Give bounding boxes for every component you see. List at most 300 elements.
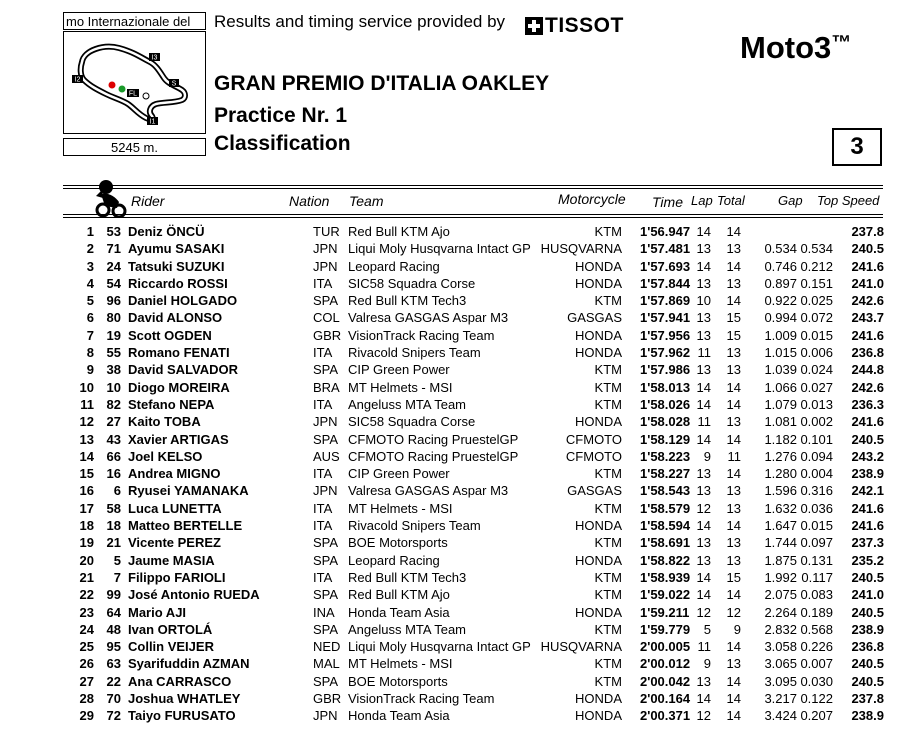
row-rider-name: Jaume MASIA [128, 552, 215, 568]
row-rider-name: Ryusei YAMANAKA [128, 483, 249, 499]
row-best-lap: 13 [696, 310, 711, 326]
row-nation: BRA [313, 379, 340, 395]
row-gap-previous: 0.101 [800, 431, 833, 447]
row-nation: JPN [313, 483, 338, 499]
row-best-lap: 12 [696, 604, 711, 620]
row-lap-time: 2'00.371 [640, 708, 691, 724]
row-rider-number: 10 [106, 379, 121, 395]
table-row [0, 638, 912, 655]
row-best-lap: 14 [696, 258, 711, 274]
row-rider-number: 58 [106, 500, 121, 516]
row-rider-number: 71 [106, 241, 121, 257]
row-gap-first: 1.079 [764, 396, 797, 412]
row-rider-number: 22 [106, 673, 121, 689]
row-rider-number: 6 [113, 483, 121, 499]
row-gap-first: 3.217 [764, 691, 797, 707]
row-total-laps: 13 [726, 483, 741, 499]
row-motorcycle: KTM [594, 293, 622, 309]
row-nation: ITA [313, 500, 333, 516]
row-total-laps: 14 [726, 396, 741, 412]
row-motorcycle: GASGAS [567, 483, 622, 499]
row-top-speed: 241.0 [851, 587, 884, 603]
row-motorcycle: KTM [594, 535, 622, 551]
row-lap-time: 1'59.022 [640, 587, 691, 603]
row-best-lap: 14 [696, 587, 711, 603]
row-rider-name: Ana CARRASCO [128, 673, 232, 689]
row-team: SIC58 Squadra Corse [348, 414, 476, 430]
row-rider-name: José Antonio RUEDA [128, 587, 260, 603]
row-rider-number: 95 [106, 639, 121, 655]
row-gap-previous: 0.004 [800, 466, 833, 482]
row-best-lap: 13 [696, 483, 711, 499]
row-gap-previous: 0.030 [800, 673, 833, 689]
row-motorcycle: HONDA [575, 258, 622, 274]
table-row [0, 517, 912, 534]
row-lap-time: 1'58.691 [640, 535, 691, 551]
row-position: 13 [79, 431, 94, 447]
row-total-laps: 11 [727, 448, 741, 464]
row-motorcycle: CFMOTO [565, 431, 622, 447]
row-lap-time: 1'58.579 [640, 500, 691, 516]
row-nation: GBR [313, 327, 342, 343]
row-team: VisionTrack Racing Team [348, 327, 495, 343]
row-total-laps: 14 [726, 639, 741, 655]
header-rule-bottom-2 [63, 217, 883, 218]
row-team: Valresa GASGAS Aspar M3 [348, 483, 509, 499]
row-motorcycle: KTM [594, 587, 622, 603]
row-position: 15 [79, 466, 94, 482]
row-position: 4 [86, 275, 94, 291]
row-motorcycle: KTM [594, 656, 622, 672]
class-title [740, 30, 851, 66]
table-row [0, 431, 912, 448]
table-row [0, 448, 912, 465]
row-rider-number: 16 [106, 466, 121, 482]
row-position: 1 [86, 224, 94, 239]
row-gap-first: 3.065 [764, 656, 797, 672]
row-rider-name: Collin VEIJER [128, 639, 214, 655]
row-gap-first: 1.632 [764, 500, 797, 516]
row-top-speed: 237.3 [851, 535, 884, 551]
svg-text:I1: I1 [149, 118, 156, 126]
row-rider-name: Riccardo ROSSI [128, 275, 228, 291]
row-team: BOE Motorsports [348, 535, 448, 551]
row-best-lap: 12 [696, 500, 711, 516]
row-position: 9 [86, 362, 94, 378]
row-total-laps: 13 [726, 362, 741, 378]
row-gap-previous: 0.072 [800, 310, 833, 326]
table-row [0, 707, 912, 724]
row-rider-name: Joshua WHATLEY [128, 691, 241, 707]
row-team: Red Bull KTM Tech3 [348, 293, 467, 309]
row-rider-number: 66 [106, 448, 121, 464]
row-lap-time: 1'58.223 [640, 448, 691, 464]
row-nation: COL [313, 310, 340, 326]
row-nation: SPA [313, 362, 339, 378]
row-motorcycle: GASGAS [567, 310, 622, 326]
row-total-laps: 15 [726, 310, 741, 326]
row-team: Leopard Racing [348, 258, 440, 274]
row-top-speed: 241.6 [851, 414, 884, 430]
timing-brand: TISSOT [545, 14, 624, 37]
row-top-speed: 236.8 [851, 639, 884, 655]
row-gap-previous: 0.131 [800, 552, 833, 568]
row-best-lap: 13 [696, 535, 711, 551]
row-rider-name: Filippo FARIOLI [128, 569, 226, 585]
header-rule-top-2 [63, 188, 883, 189]
row-rider-name: David SALVADOR [128, 362, 239, 378]
row-lap-time: 1'58.129 [640, 431, 691, 447]
trademark-mark: ™ [831, 32, 852, 54]
row-top-speed: 242.6 [851, 379, 884, 395]
row-total-laps: 13 [726, 345, 741, 361]
row-lap-time: 1'57.869 [640, 293, 691, 309]
row-total-laps: 14 [726, 466, 741, 482]
row-lap-time: 2'00.005 [640, 639, 691, 655]
row-team: Rivacold Snipers Team [348, 345, 481, 361]
table-row [0, 482, 912, 499]
row-lap-time: 1'58.822 [640, 552, 691, 568]
row-nation: ITA [313, 466, 333, 482]
row-rider-number: 24 [106, 258, 121, 274]
row-best-lap: 13 [696, 362, 711, 378]
row-lap-time: 1'58.594 [640, 518, 691, 534]
row-gap-first: 1.066 [764, 379, 797, 395]
row-nation: ITA [313, 518, 333, 534]
column-gap: Gap [778, 193, 803, 208]
table-row [0, 344, 912, 361]
row-best-lap: 14 [696, 518, 711, 534]
row-gap-previous: 0.212 [800, 258, 833, 274]
header-rule-bottom [63, 214, 883, 215]
row-lap-time: 2'00.042 [640, 673, 691, 689]
row-total-laps: 14 [726, 258, 741, 274]
row-top-speed: 241.0 [851, 275, 884, 291]
row-nation: SPA [313, 431, 339, 447]
row-total-laps: 14 [726, 379, 741, 395]
row-lap-time: 1'57.986 [640, 362, 691, 378]
row-nation: ITA [313, 345, 333, 361]
swiss-cross-icon [525, 17, 543, 35]
row-position: 19 [79, 535, 94, 551]
row-motorcycle: KTM [594, 362, 622, 378]
row-total-laps: 13 [726, 552, 741, 568]
row-rider-name: Ayumu SASAKI [128, 241, 225, 257]
row-rider-name: Tatsuki SUZUKI [128, 258, 225, 274]
column-time: Time [652, 194, 683, 210]
page-number: 3 [832, 128, 882, 166]
row-top-speed: 240.5 [851, 431, 884, 447]
row-lap-time: 1'57.956 [640, 327, 691, 343]
row-position: 3 [86, 258, 94, 274]
event-name: GRAN PREMIO D'ITALIA OAKLEY [214, 72, 550, 95]
table-row [0, 690, 912, 707]
row-gap-first: 3.058 [764, 639, 797, 655]
row-motorcycle: HONDA [575, 708, 622, 724]
row-team: Liqui Moly Husqvarna Intact GP [348, 241, 531, 257]
row-position: 20 [79, 552, 94, 568]
row-gap-first: 1.276 [764, 448, 797, 464]
row-gap-first: 2.075 [764, 587, 797, 603]
row-gap-first: 1.182 [764, 431, 797, 447]
row-position: 17 [79, 500, 94, 516]
row-team: Angeluss MTA Team [348, 621, 467, 637]
row-best-lap: 14 [696, 691, 711, 707]
row-nation: JPN [313, 414, 338, 430]
row-rider-number: 5 [113, 552, 121, 568]
row-gap-previous: 0.025 [800, 293, 833, 309]
row-position: 26 [79, 656, 94, 672]
table-row [0, 379, 912, 396]
row-top-speed: 240.5 [851, 673, 884, 689]
row-motorcycle: HONDA [575, 552, 622, 568]
tissot-logo [525, 14, 624, 38]
table-row [0, 621, 912, 638]
row-nation: GBR [313, 691, 342, 707]
row-lap-time: 1'59.211 [640, 604, 690, 620]
row-motorcycle: KTM [594, 379, 622, 395]
row-gap-first: 2.832 [764, 621, 797, 637]
row-rider-number: 27 [106, 414, 121, 430]
row-position: 24 [79, 621, 94, 637]
row-total-laps: 14 [726, 518, 741, 534]
row-gap-previous: 0.151 [800, 275, 833, 291]
row-nation: ITA [313, 396, 333, 412]
column-rider: Rider [131, 193, 165, 209]
table-row [0, 604, 912, 621]
row-team: Liqui Moly Husqvarna Intact GP [348, 639, 531, 655]
row-rider-name: Kaito TOBA [128, 414, 201, 430]
svg-text:FL: FL [128, 90, 138, 98]
row-lap-time: 1'57.693 [640, 258, 691, 274]
row-rider-number: 18 [106, 518, 121, 534]
row-gap-previous: 0.568 [800, 621, 833, 637]
row-rider-name: Daniel HOLGADO [128, 293, 238, 309]
row-total-laps: 13 [726, 275, 741, 291]
table-row [0, 223, 912, 240]
table-row [0, 396, 912, 413]
row-top-speed: 236.8 [851, 345, 884, 361]
row-motorcycle: KTM [594, 673, 622, 689]
row-total-laps: 15 [726, 327, 741, 343]
row-gap-previous: 0.007 [800, 656, 833, 672]
row-total-laps: 13 [726, 535, 741, 551]
row-position: 14 [79, 448, 94, 464]
row-top-speed: 238.9 [851, 621, 884, 637]
row-rider-number: 7 [113, 569, 121, 585]
table-row [0, 327, 912, 344]
row-position: 8 [86, 345, 94, 361]
row-lap-time: 1'56.947 [640, 224, 691, 239]
row-team: Valresa GASGAS Aspar M3 [348, 310, 509, 326]
row-gap-first: 3.424 [764, 708, 797, 724]
row-best-lap: 13 [696, 241, 711, 257]
row-nation: JPN [313, 241, 338, 257]
column-nation: Nation [289, 193, 330, 209]
row-top-speed: 241.6 [851, 258, 884, 274]
row-best-lap: 11 [697, 345, 711, 361]
row-nation: SPA [313, 293, 339, 309]
svg-text:I2: I2 [74, 76, 81, 84]
track-map [63, 31, 206, 134]
row-total-laps: 13 [726, 500, 741, 516]
row-rider-number: 82 [106, 396, 121, 412]
table-row [0, 586, 912, 603]
table-row [0, 465, 912, 482]
row-team: Leopard Racing [348, 552, 440, 568]
row-rider-number: 96 [106, 293, 121, 309]
table-row [0, 309, 912, 326]
session-name: Practice Nr. 1 [214, 104, 348, 127]
row-lap-time: 1'58.013 [640, 379, 691, 395]
row-gap-first: 0.922 [764, 293, 797, 309]
row-position: 2 [86, 241, 94, 257]
row-nation: AUS [313, 448, 340, 464]
row-team: MT Helmets - MSI [348, 379, 453, 395]
row-lap-time: 1'57.481 [640, 241, 691, 257]
row-gap-first: 1.875 [764, 552, 797, 568]
row-best-lap: 14 [696, 569, 711, 585]
column-team: Team [349, 193, 384, 209]
row-position: 5 [86, 293, 94, 309]
row-best-lap: 13 [696, 275, 711, 291]
row-rider-number: 99 [106, 587, 121, 603]
row-top-speed: 236.3 [851, 396, 884, 412]
row-top-speed: 240.5 [851, 569, 884, 585]
row-lap-time: 1'58.026 [640, 396, 691, 412]
row-team: Red Bull KTM Tech3 [348, 569, 467, 585]
row-total-laps: 14 [726, 293, 741, 309]
row-best-lap: 9 [703, 448, 711, 464]
row-rider-name: Luca LUNETTA [128, 500, 222, 516]
row-gap-first: 2.264 [764, 604, 797, 620]
row-gap-previous: 0.122 [800, 691, 833, 707]
circuit-name: mo Internazionale del [63, 12, 206, 30]
row-gap-first: 0.746 [764, 258, 797, 274]
row-top-speed: 242.1 [851, 483, 884, 499]
column-lap: Lap [691, 193, 713, 208]
row-top-speed: 238.9 [851, 466, 884, 482]
row-gap-previous: 0.015 [800, 518, 833, 534]
column-total: Total [717, 193, 745, 208]
row-gap-first: 0.994 [764, 310, 797, 326]
row-position: 6 [86, 310, 94, 326]
table-row [0, 673, 912, 690]
row-rider-name: Syarifuddin AZMAN [128, 656, 250, 672]
row-total-laps: 14 [726, 587, 741, 603]
row-motorcycle: KTM [594, 466, 622, 482]
row-gap-previous: 0.117 [801, 569, 833, 585]
row-gap-previous: 0.097 [800, 535, 833, 551]
row-gap-first: 1.647 [764, 518, 797, 534]
svg-text:I3: I3 [151, 54, 158, 62]
row-rider-name: Diogo MOREIRA [128, 379, 230, 395]
row-gap-previous: 0.036 [800, 500, 833, 516]
report-type: Classification [214, 132, 351, 155]
row-rider-number: 80 [106, 310, 121, 326]
row-position: 11 [80, 396, 94, 412]
row-position: 12 [79, 414, 94, 430]
row-motorcycle: KTM [594, 500, 622, 516]
row-top-speed: 241.6 [851, 327, 884, 343]
row-nation: SPA [313, 673, 339, 689]
row-top-speed: 240.5 [851, 241, 884, 257]
table-row [0, 292, 912, 309]
track-length: 5245 m. [63, 138, 206, 156]
row-team: Honda Team Asia [348, 604, 450, 620]
row-position: 7 [86, 327, 94, 343]
row-top-speed: 240.5 [851, 656, 884, 672]
row-nation: ITA [313, 275, 333, 291]
row-team: Honda Team Asia [348, 708, 450, 724]
row-gap-first: 3.095 [764, 673, 797, 689]
row-lap-time: 1'59.779 [640, 621, 691, 637]
row-motorcycle: HONDA [575, 604, 622, 620]
row-best-lap: 13 [696, 466, 711, 482]
table-row [0, 413, 912, 430]
row-lap-time: 1'57.844 [640, 275, 691, 291]
row-motorcycle: KTM [594, 569, 622, 585]
row-rider-name: Matteo BERTELLE [128, 518, 243, 534]
row-position: 18 [79, 518, 94, 534]
table-row [0, 655, 912, 672]
row-rider-name: Taiyo FURUSATO [128, 708, 236, 724]
row-position: 10 [79, 379, 94, 395]
row-gap-previous: 0.013 [800, 396, 833, 412]
row-rider-number: 43 [106, 431, 121, 447]
row-nation: SPA [313, 552, 339, 568]
row-gap-previous: 0.207 [800, 708, 833, 724]
row-best-lap: 14 [696, 396, 711, 412]
row-gap-first: 1.280 [764, 466, 797, 482]
row-motorcycle: HUSQVARNA [540, 241, 622, 257]
rider-icon [93, 178, 127, 223]
row-top-speed: 243.2 [851, 448, 884, 464]
row-rider-number: 19 [106, 327, 121, 343]
row-gap-previous: 0.094 [800, 448, 833, 464]
row-gap-first: 1.081 [764, 414, 797, 430]
row-motorcycle: HONDA [575, 345, 622, 361]
row-total-laps: 14 [726, 691, 741, 707]
row-position: 22 [79, 587, 94, 603]
row-gap-previous: 0.002 [800, 414, 833, 430]
row-lap-time: 2'00.012 [640, 656, 691, 672]
row-team: Rivacold Snipers Team [348, 518, 481, 534]
row-lap-time: 1'58.939 [640, 569, 691, 585]
row-gap-previous: 0.189 [800, 604, 833, 620]
row-position: 28 [79, 691, 94, 707]
row-team: SIC58 Squadra Corse [348, 275, 476, 291]
row-total-laps: 14 [726, 224, 741, 239]
row-motorcycle: HONDA [575, 327, 622, 343]
row-nation: SPA [313, 621, 339, 637]
row-gap-previous: 0.024 [800, 362, 833, 378]
row-top-speed: 244.8 [851, 362, 884, 378]
class-name: Moto3 [740, 30, 832, 65]
row-top-speed: 235.2 [851, 552, 884, 568]
row-rider-number: 70 [106, 691, 121, 707]
row-motorcycle: HONDA [575, 275, 622, 291]
row-team: BOE Motorsports [348, 673, 448, 689]
svg-text:S: S [171, 80, 177, 88]
row-motorcycle: KTM [594, 621, 622, 637]
row-total-laps: 12 [726, 604, 741, 620]
row-rider-number: 48 [106, 621, 121, 637]
row-gap-first: 0.897 [764, 275, 797, 291]
row-team: Red Bull KTM Ajo [348, 224, 450, 239]
row-nation: ITA [313, 569, 333, 585]
row-total-laps: 14 [726, 673, 741, 689]
